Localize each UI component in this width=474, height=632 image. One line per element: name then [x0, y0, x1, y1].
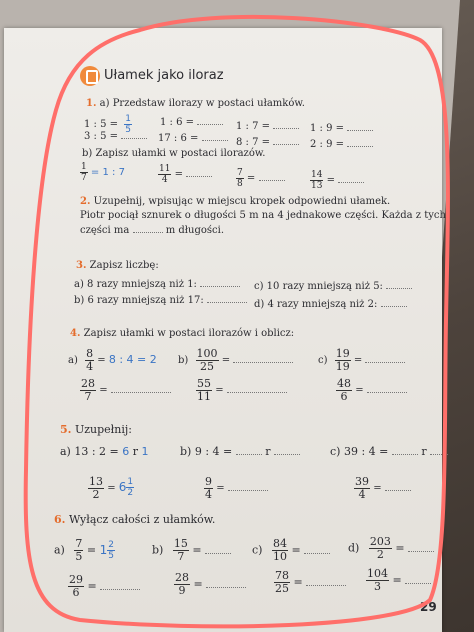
answer-blank[interactable]	[392, 446, 418, 455]
numerator: 1	[125, 114, 131, 124]
exercise-number: 6.	[54, 513, 66, 526]
numerator: 78	[275, 569, 289, 582]
item-text: 1 : 6 =	[160, 117, 195, 128]
denominator: 25	[275, 582, 289, 595]
given-fraction	[272, 538, 288, 563]
denominator: 8	[237, 179, 243, 189]
answer-blank[interactable]	[273, 120, 299, 129]
answer-blank[interactable]	[207, 294, 247, 303]
numerator: 7	[237, 168, 243, 178]
given-fraction	[236, 168, 244, 189]
ex3-item-c	[254, 280, 412, 293]
ex1-item-1-7	[236, 120, 299, 133]
sub-label: d)	[348, 541, 360, 555]
equals-sign: =	[99, 385, 108, 396]
denominator: 13	[311, 181, 323, 191]
ex1b-item-1	[80, 162, 125, 183]
answer-blank[interactable]	[274, 446, 300, 455]
given-fraction	[88, 476, 104, 501]
page-title: Ułamek jako iloraz	[104, 68, 224, 83]
denominator: 25	[200, 360, 214, 373]
denominator: 5	[125, 125, 131, 135]
remainder-label: r	[132, 445, 139, 458]
workbook-page	[4, 28, 446, 632]
fraction-part	[107, 540, 115, 561]
given-fraction	[354, 476, 370, 501]
item-text: 1 : 9 =	[310, 123, 345, 134]
ex5-row2-item-1	[88, 476, 134, 501]
answer-blank[interactable]	[233, 354, 293, 363]
equals-sign: =	[246, 173, 256, 184]
sub-label: b)	[178, 355, 189, 366]
ex3-item-d	[254, 298, 407, 311]
ex4-item-a	[68, 348, 157, 373]
numerator: 2	[108, 539, 114, 550]
denominator: 5	[75, 550, 83, 563]
denominator: 6	[340, 390, 348, 403]
answer-blank[interactable]	[405, 575, 431, 584]
denominator: 9	[178, 584, 186, 597]
item-text: d) 4 razy mniejszą niż 2:	[254, 299, 378, 310]
exercise-number: 1.	[86, 98, 97, 109]
given-fraction	[369, 536, 392, 561]
exercise-3-header	[76, 260, 159, 272]
ex1b-item-3	[236, 168, 285, 189]
ex1-item-17-6	[158, 132, 228, 145]
given-fraction	[173, 538, 189, 563]
ex6-item-c	[252, 538, 330, 563]
instruction-text: Zapisz ułamki w postaci ilorazów i oblicz:	[83, 328, 295, 339]
item-text: 17 : 6 =	[158, 133, 199, 144]
ex1-item-1-6	[160, 116, 223, 129]
numerator: 1	[81, 162, 87, 172]
exercise-4-header	[70, 328, 294, 340]
handwritten-answer[interactable]: = 1 : 7	[90, 167, 125, 178]
answer-blank[interactable]	[338, 174, 364, 183]
item-text: 1 : 7 =	[236, 121, 271, 132]
sub-label: b)	[152, 543, 164, 557]
denominator: 4	[161, 175, 168, 185]
answer-blank[interactable]	[100, 581, 140, 590]
answer-blank[interactable]	[197, 116, 223, 125]
given-fraction	[274, 570, 290, 595]
denominator: 2	[376, 548, 384, 561]
numerator: 19	[335, 347, 350, 360]
whole-part: 6	[118, 480, 127, 494]
ex3-item-a	[74, 278, 240, 291]
given-fraction	[80, 378, 96, 403]
denominator: 4	[86, 360, 94, 373]
text-part: części ma	[80, 225, 130, 236]
answer-blank[interactable]	[408, 543, 434, 552]
equals-sign: =	[291, 543, 301, 557]
answer-blank[interactable]	[259, 172, 285, 181]
item-text: a) 13 : 2 =	[60, 445, 119, 458]
answer-blank[interactable]	[347, 122, 373, 131]
equals-sign: =	[373, 483, 382, 494]
item-text: a) 8 razy mniejszą niż 1:	[74, 279, 197, 290]
ex6-row2-item-1	[68, 574, 140, 599]
given-fraction	[335, 348, 351, 373]
answer-blank[interactable]	[386, 280, 412, 289]
ex1b-item-2	[158, 164, 212, 185]
numerator: 100	[196, 347, 218, 360]
handwritten-quotient[interactable]: 6	[122, 445, 130, 458]
ex4-row2-item-3	[336, 378, 407, 403]
equals-sign: =	[87, 579, 97, 593]
numerator: 9	[205, 475, 212, 488]
numerator: 11	[159, 164, 171, 174]
numerator: 28	[175, 571, 189, 584]
numerator: 13	[89, 475, 103, 488]
ex1-item-3-5	[84, 130, 147, 143]
section-logo-icon	[80, 66, 100, 86]
denominator: 11	[197, 390, 211, 403]
given-fraction	[68, 574, 84, 599]
given-fraction	[74, 538, 83, 563]
given-fraction	[196, 348, 219, 373]
denominator: 4	[205, 488, 212, 501]
numerator: 7	[75, 537, 83, 550]
answer-blank[interactable]	[186, 168, 212, 177]
numerator: 15	[173, 537, 188, 550]
instruction-text: Zapisz ułamki w postaci ilorazów.	[95, 148, 266, 159]
answer-blank[interactable]	[273, 136, 299, 145]
denominator: 4	[358, 488, 366, 501]
sub-label: b)	[82, 148, 93, 159]
answer-blank[interactable]	[200, 278, 240, 287]
given-fraction	[310, 170, 323, 191]
equals-sign: =	[221, 355, 231, 366]
denominator: 5	[108, 550, 114, 561]
exercise-1b-header	[82, 148, 265, 160]
ex5-item-b	[180, 446, 300, 458]
equals-sign: =	[215, 385, 224, 396]
answer-blank[interactable]	[385, 482, 411, 491]
item-text: 8 : 7 =	[236, 137, 271, 148]
answer-blank[interactable]	[206, 579, 246, 588]
ex4-item-b	[178, 348, 293, 373]
ex2-line-3	[80, 224, 224, 237]
equals-sign: =	[293, 575, 303, 589]
answer-blank[interactable]	[228, 482, 268, 491]
given-fraction	[204, 476, 213, 501]
ex2-line-2: Piotr pociął sznurek o długości 5 m na 4 jednakowe części. Każda z tych	[80, 210, 446, 221]
ex1b-item-4	[310, 170, 364, 191]
handwritten-mixed-number[interactable]	[99, 539, 115, 561]
answer-blank[interactable]	[111, 384, 171, 393]
answer-blank[interactable]	[365, 354, 405, 363]
answer-blank[interactable]	[121, 130, 147, 139]
answer-blank[interactable]	[205, 545, 231, 554]
item-text: 2 : 9 =	[310, 139, 345, 150]
answer-blank[interactable]	[236, 446, 262, 455]
equals-sign: =	[97, 355, 106, 366]
text-part: m długości.	[165, 225, 224, 236]
exercise-6-header	[54, 514, 215, 526]
ex6-row2-item-4	[366, 568, 431, 593]
ex5-row2-item-3	[354, 476, 411, 501]
numerator: 55	[197, 377, 211, 390]
given-fraction	[85, 348, 94, 373]
denominator: 7	[84, 390, 92, 403]
item-text: b) 9 : 4 =	[180, 445, 233, 458]
item-text: b) 6 razy mniejszą niż 17:	[74, 295, 204, 306]
ex4-row2-item-1	[80, 378, 171, 403]
item-text: 1 : 5 =	[84, 119, 119, 130]
equals-sign: =	[392, 573, 402, 587]
handwritten-answer[interactable]: 8 : 4 = 2	[108, 353, 157, 366]
equals-sign: =	[353, 355, 363, 366]
exercise-2-header	[80, 196, 390, 208]
sub-label: a)	[54, 543, 65, 557]
equals-sign: =	[395, 541, 405, 555]
instruction-text: Uzupełnij, wpisując w miejscu kropek odpowiedni ułamek.	[93, 196, 391, 207]
ex6-row2-item-3	[274, 570, 346, 595]
ex3-item-b	[74, 294, 247, 307]
instruction-text: Wyłącz całości z ułamków.	[68, 513, 216, 526]
given-fraction	[196, 378, 212, 403]
ex6-item-a	[54, 538, 115, 563]
equals-sign: =	[192, 543, 202, 557]
denominator: 7	[81, 173, 87, 183]
equals-sign: =	[355, 385, 364, 396]
denominator: 10	[272, 550, 287, 563]
denominator: 19	[335, 360, 350, 373]
ex4-item-c	[318, 348, 405, 373]
instruction-text: Przedstaw ilorazy w postaci ułamków.	[112, 98, 305, 109]
numerator: 104	[367, 567, 388, 580]
ex6-row2-item-2	[174, 572, 246, 597]
denominator: 2	[92, 488, 100, 501]
denominator: 2	[127, 488, 134, 498]
ex5-item-c	[330, 446, 448, 458]
exercise-number: 4.	[70, 328, 81, 339]
ex1-item-1-9	[310, 122, 373, 135]
equals-sign: =	[174, 169, 184, 180]
item-text: c) 10 razy mniejszą niż 5:	[254, 281, 383, 292]
ex1-item-2-9	[310, 138, 373, 151]
ex4-row2-item-2	[196, 378, 287, 403]
denominator: 6	[72, 586, 80, 599]
item-text: c) 39 : 4 =	[330, 445, 389, 458]
numerator: 48	[337, 377, 351, 390]
given-fraction	[336, 378, 352, 403]
numerator: 29	[69, 573, 83, 586]
exercise-number: 2.	[80, 196, 91, 207]
numerator: 84	[272, 537, 287, 550]
whole-part: 1	[99, 542, 108, 557]
equals-sign: =	[193, 577, 203, 591]
answer-blank[interactable]	[306, 577, 346, 586]
item-text: 3 : 5 =	[84, 131, 119, 142]
numerator: 1	[127, 477, 134, 487]
page-number: 29	[420, 600, 437, 614]
instruction-text: Zapisz liczbę:	[89, 260, 159, 271]
equals-sign: =	[326, 175, 336, 186]
exercise-1-header	[86, 98, 305, 110]
ex5-item-a	[60, 446, 149, 458]
remainder-label: r	[265, 445, 271, 458]
ex6-item-d	[348, 536, 434, 561]
exercise-number: 5.	[60, 423, 72, 436]
sub-label: c)	[252, 543, 263, 557]
sub-label: a)	[99, 98, 110, 109]
ex5-row2-item-2	[204, 476, 268, 501]
numerator: 39	[355, 475, 369, 488]
given-fraction	[174, 572, 190, 597]
answer-blank[interactable]	[202, 132, 228, 141]
remainder-label: r	[421, 445, 427, 458]
answer-blank[interactable]	[381, 298, 407, 307]
ex6-item-b	[152, 538, 231, 563]
denominator: 7	[177, 550, 185, 563]
sub-label: c)	[318, 355, 328, 366]
numerator: 28	[81, 377, 95, 390]
answer-blank[interactable]	[430, 446, 448, 455]
answer-blank[interactable]	[227, 384, 287, 393]
exercise-number: 3.	[76, 260, 87, 271]
given-fraction	[80, 162, 88, 183]
denominator: 3	[374, 580, 381, 593]
equals-sign: =	[107, 483, 116, 494]
equals-sign: =	[216, 483, 225, 494]
answer-blank[interactable]	[133, 224, 163, 233]
sub-label: a)	[68, 355, 78, 366]
numerator: 14	[311, 170, 323, 180]
answer-blank[interactable]	[367, 384, 407, 393]
given-fraction	[158, 164, 171, 185]
exercise-5-header	[60, 424, 132, 436]
instruction-text: Uzupełnij:	[74, 423, 132, 436]
numerator: 8	[86, 347, 94, 360]
handwritten-remainder[interactable]: 1	[141, 445, 149, 458]
numerator: 203	[369, 535, 391, 548]
answer-blank[interactable]	[304, 545, 330, 554]
answer-blank[interactable]	[347, 138, 373, 147]
handwritten-mixed-number[interactable]	[118, 477, 134, 498]
given-fraction	[366, 568, 389, 593]
equals-sign: =	[86, 543, 97, 557]
fraction-part	[126, 477, 134, 498]
